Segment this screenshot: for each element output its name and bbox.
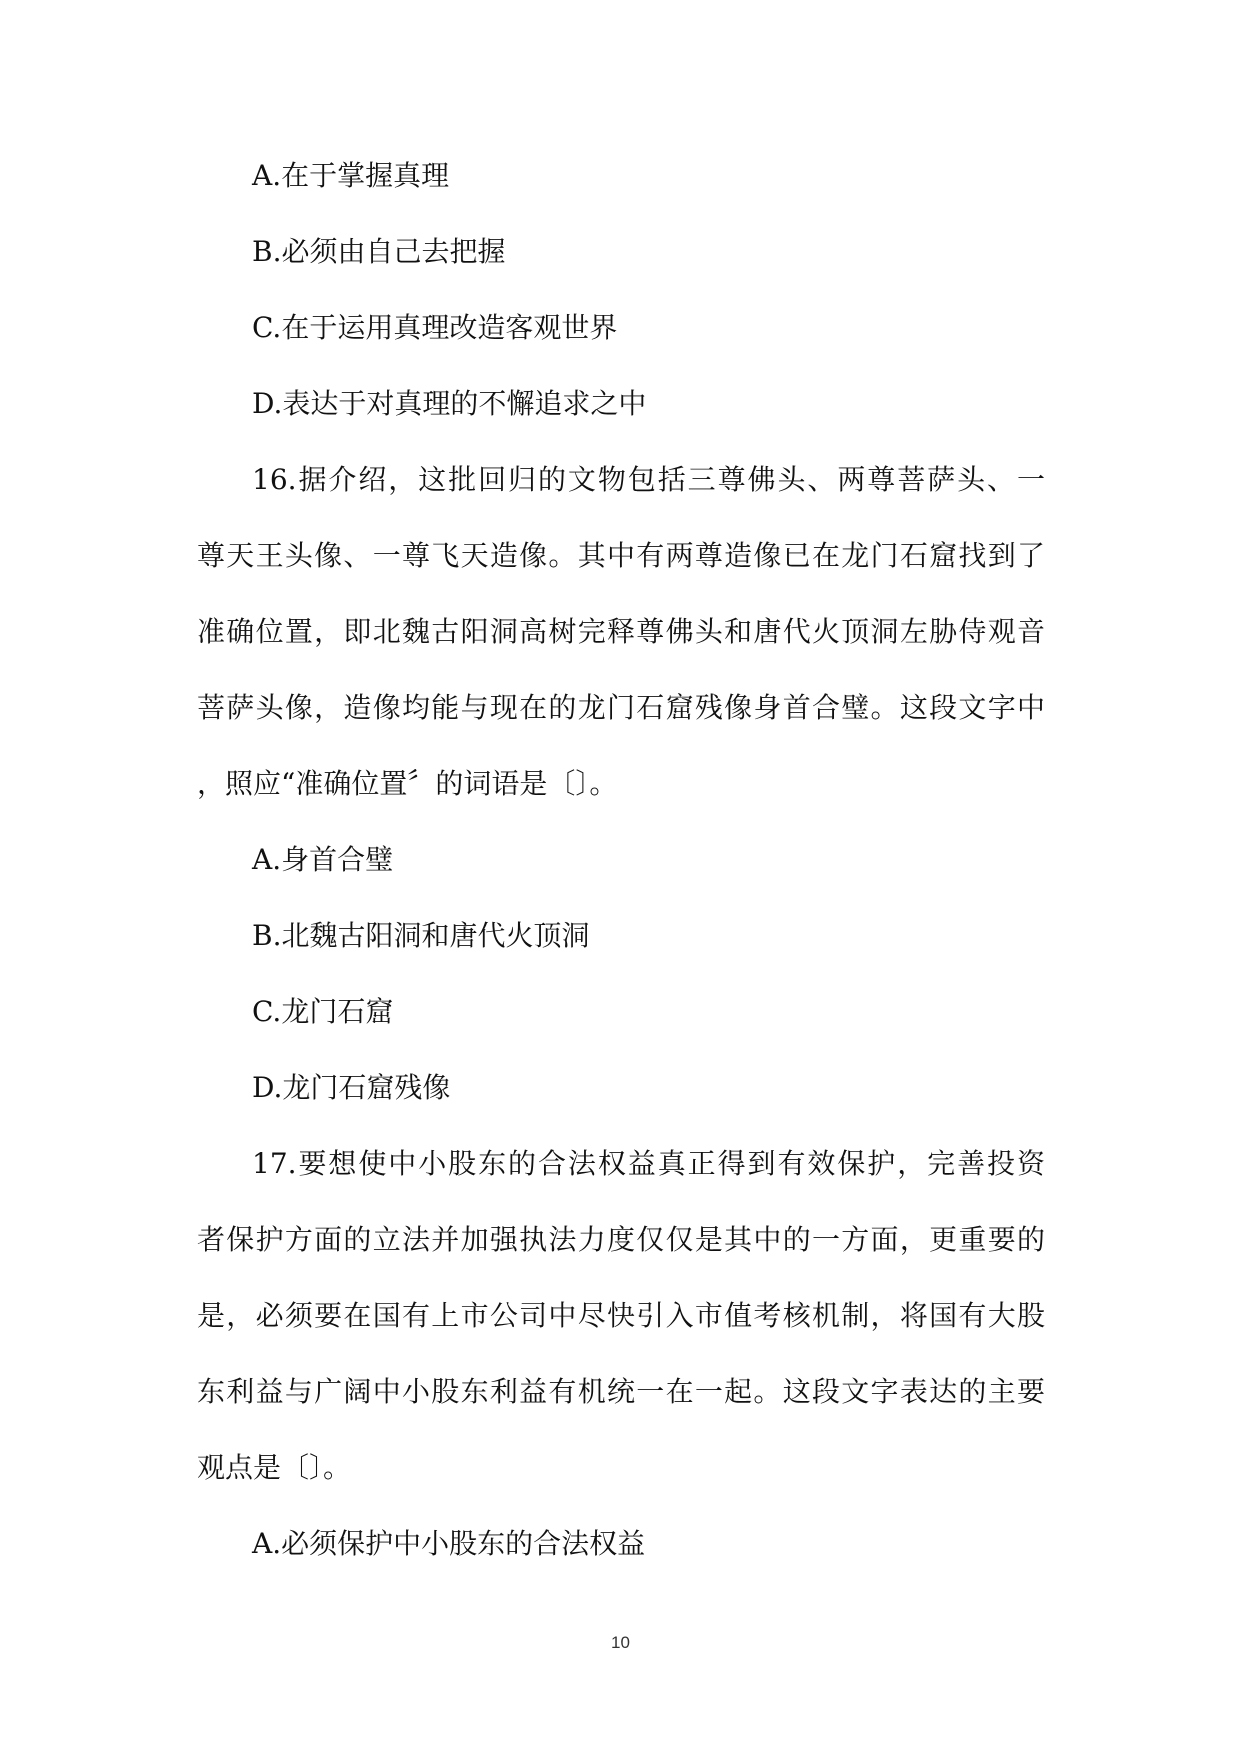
q16-stem-line-4: 菩萨头像，造像均能与现在的龙门石窟残像身首合璧。这段文字中 xyxy=(197,691,1045,724)
q16-stem-line-2: 尊天王头像、一尊飞天造像。其中有两尊造像已在龙门石窟找到了 xyxy=(197,539,1045,572)
q17-stem-line-1: 17.要想使中小股东的合法权益真正得到有效保护，完善投资 xyxy=(252,1147,1045,1180)
q15-option-a: A.在于掌握真理 xyxy=(252,159,450,192)
q16-option-d: D.龙门石窟残像 xyxy=(252,1071,451,1104)
q15-option-c: C.在于运用真理改造客观世界 xyxy=(252,311,618,344)
q17-stem-line-2: 者保护方面的立法并加强执法力度仅仅是其中的一方面，更重要的 xyxy=(197,1223,1045,1256)
q16-option-c: C.龙门石窟 xyxy=(252,995,394,1028)
q15-option-d: D.表达于对真理的不懈追求之中 xyxy=(252,387,647,420)
q17-stem-line-4: 东利益与广阔中小股东利益有机统一在一起。这段文字表达的主要 xyxy=(197,1375,1045,1408)
page-number: 10 xyxy=(611,1633,630,1652)
q15-option-b: B.必须由自己去把握 xyxy=(252,235,506,268)
q16-stem-line-3: 准确位置，即北魏古阳洞高树完释尊佛头和唐代火顶洞左胁侍观音 xyxy=(197,615,1045,648)
q16-stem-line-5: ，照应“准确位置〞的词语是〔〕。 xyxy=(197,767,618,800)
q17-option-a: A.必须保护中小股东的合法权益 xyxy=(252,1527,646,1560)
q16-stem-line-1: 16.据介绍，这批回归的文物包括三尊佛头、两尊菩萨头、一 xyxy=(252,463,1045,496)
q16-option-b: B.北魏古阳洞和唐代火顶洞 xyxy=(252,919,590,952)
q17-stem-line-5: 观点是〔〕。 xyxy=(197,1451,352,1484)
q16-option-a: A.身首合璧 xyxy=(252,843,394,876)
q17-stem-line-3: 是，必须要在国有上市公司中尽快引入市值考核机制，将国有大股 xyxy=(197,1299,1045,1332)
